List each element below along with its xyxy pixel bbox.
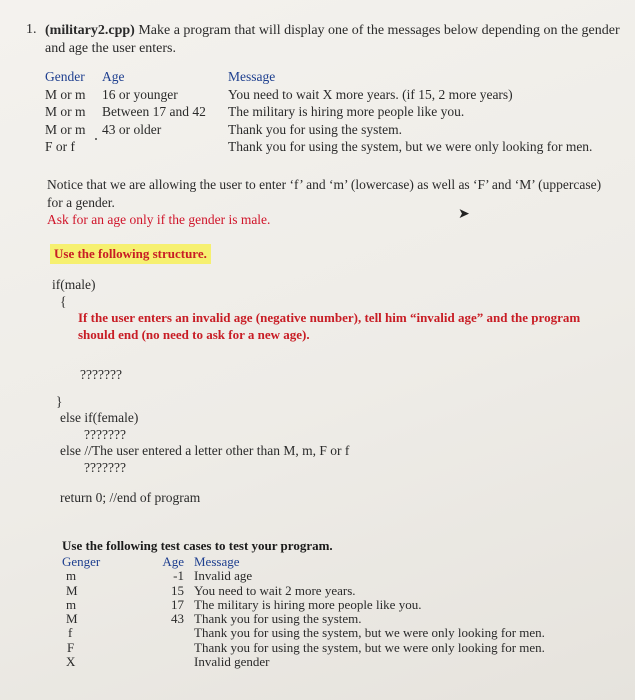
code-open-brace: { — [60, 294, 67, 309]
tc-gender: F — [67, 639, 75, 655]
code-placeholder-1: ??????? — [80, 367, 122, 382]
row-message: You need to wait X more years. (if 15, 2 more years) — [228, 86, 513, 102]
tc-message: Invalid age — [194, 568, 253, 584]
question-body: Make a program that will display one of the messages below depending on the gender and age the user enters. — [45, 23, 620, 56]
code-close-brace: } — [56, 394, 63, 409]
code-return-line: return 0; //end of program — [60, 490, 201, 505]
tc-gender: f — [68, 625, 73, 641]
code-if-male: if(male) — [52, 277, 96, 292]
header-gender: Gender — [45, 69, 85, 84]
row-gender: M or m — [45, 104, 86, 119]
mouse-cursor-icon: ➤ — [458, 207, 470, 222]
question-text — [45, 22, 620, 58]
tc-message: You need to wait 2 more years. — [194, 582, 356, 598]
question-number: 1. — [26, 22, 37, 37]
row-message: The military is hiring more people like you. — [228, 104, 465, 119]
row-gender: M or m — [45, 121, 86, 137]
tc-message: Invalid gender — [194, 654, 270, 670]
row-age: Between 17 and 42 — [102, 104, 206, 119]
code-else-if-female: else if(female) — [60, 410, 139, 425]
tc-message: Thank you for using the system, but we were only looking for men. — [194, 625, 545, 641]
tc-message: The military is hiring more people like you. — [194, 596, 422, 612]
tc-gender: m — [66, 568, 77, 584]
header-message: Message — [194, 554, 240, 569]
tc-message: Thank you for using the system. — [194, 611, 362, 627]
test-cases-title: Use the following test cases to test your program. — [62, 538, 333, 553]
stray-mark — [95, 138, 97, 140]
tc-age: 17 — [171, 596, 184, 612]
notice-text: Notice that we are allowing the user to enter ‘f’ and ‘m’ (lowercase) as well as ‘F’ and ‘M’ (uppercase) for a gender. — [47, 177, 602, 210]
question-filename: (military2.cpp) — [45, 23, 135, 38]
row-gender: F or f — [45, 139, 75, 154]
code-placeholder-3: ??????? — [84, 460, 126, 475]
header-message: Message — [228, 69, 276, 84]
tc-age: 15 — [171, 582, 184, 598]
tc-age: -1 — [173, 568, 184, 584]
row-age: 43 or older — [102, 121, 162, 137]
row-message: Thank you for using the system, but we were only looking for men. — [228, 139, 593, 154]
tc-gender: M — [66, 611, 78, 627]
structure-label: Use the following structure. — [50, 244, 211, 264]
code-placeholder-2: ??????? — [84, 427, 126, 442]
tc-gender: m — [66, 596, 77, 612]
header-age: Age — [102, 69, 125, 84]
tc-gender: M — [66, 582, 78, 598]
header-age: Age — [162, 554, 184, 569]
notice-red-text: Ask for an age only if the gender is male. — [47, 212, 271, 227]
row-age: 16 or younger — [102, 86, 178, 102]
code-instruction: If the user enters an invalid age (negative number), tell him “invalid age” and the program should end (no need to ask for a new age). — [78, 310, 581, 342]
tc-message: Thank you for using the system, but we were only looking for men. — [194, 639, 545, 655]
tc-gender: X — [66, 654, 76, 670]
header-gender: Genger — [62, 554, 101, 569]
tc-age: 43 — [171, 611, 184, 627]
row-gender: M or m — [45, 86, 86, 102]
row-message: Thank you for using the system. — [228, 121, 402, 137]
code-else-comment: else //The user entered a letter other than M, m, F or f — [60, 443, 350, 458]
notice-paragraph — [47, 176, 607, 229]
